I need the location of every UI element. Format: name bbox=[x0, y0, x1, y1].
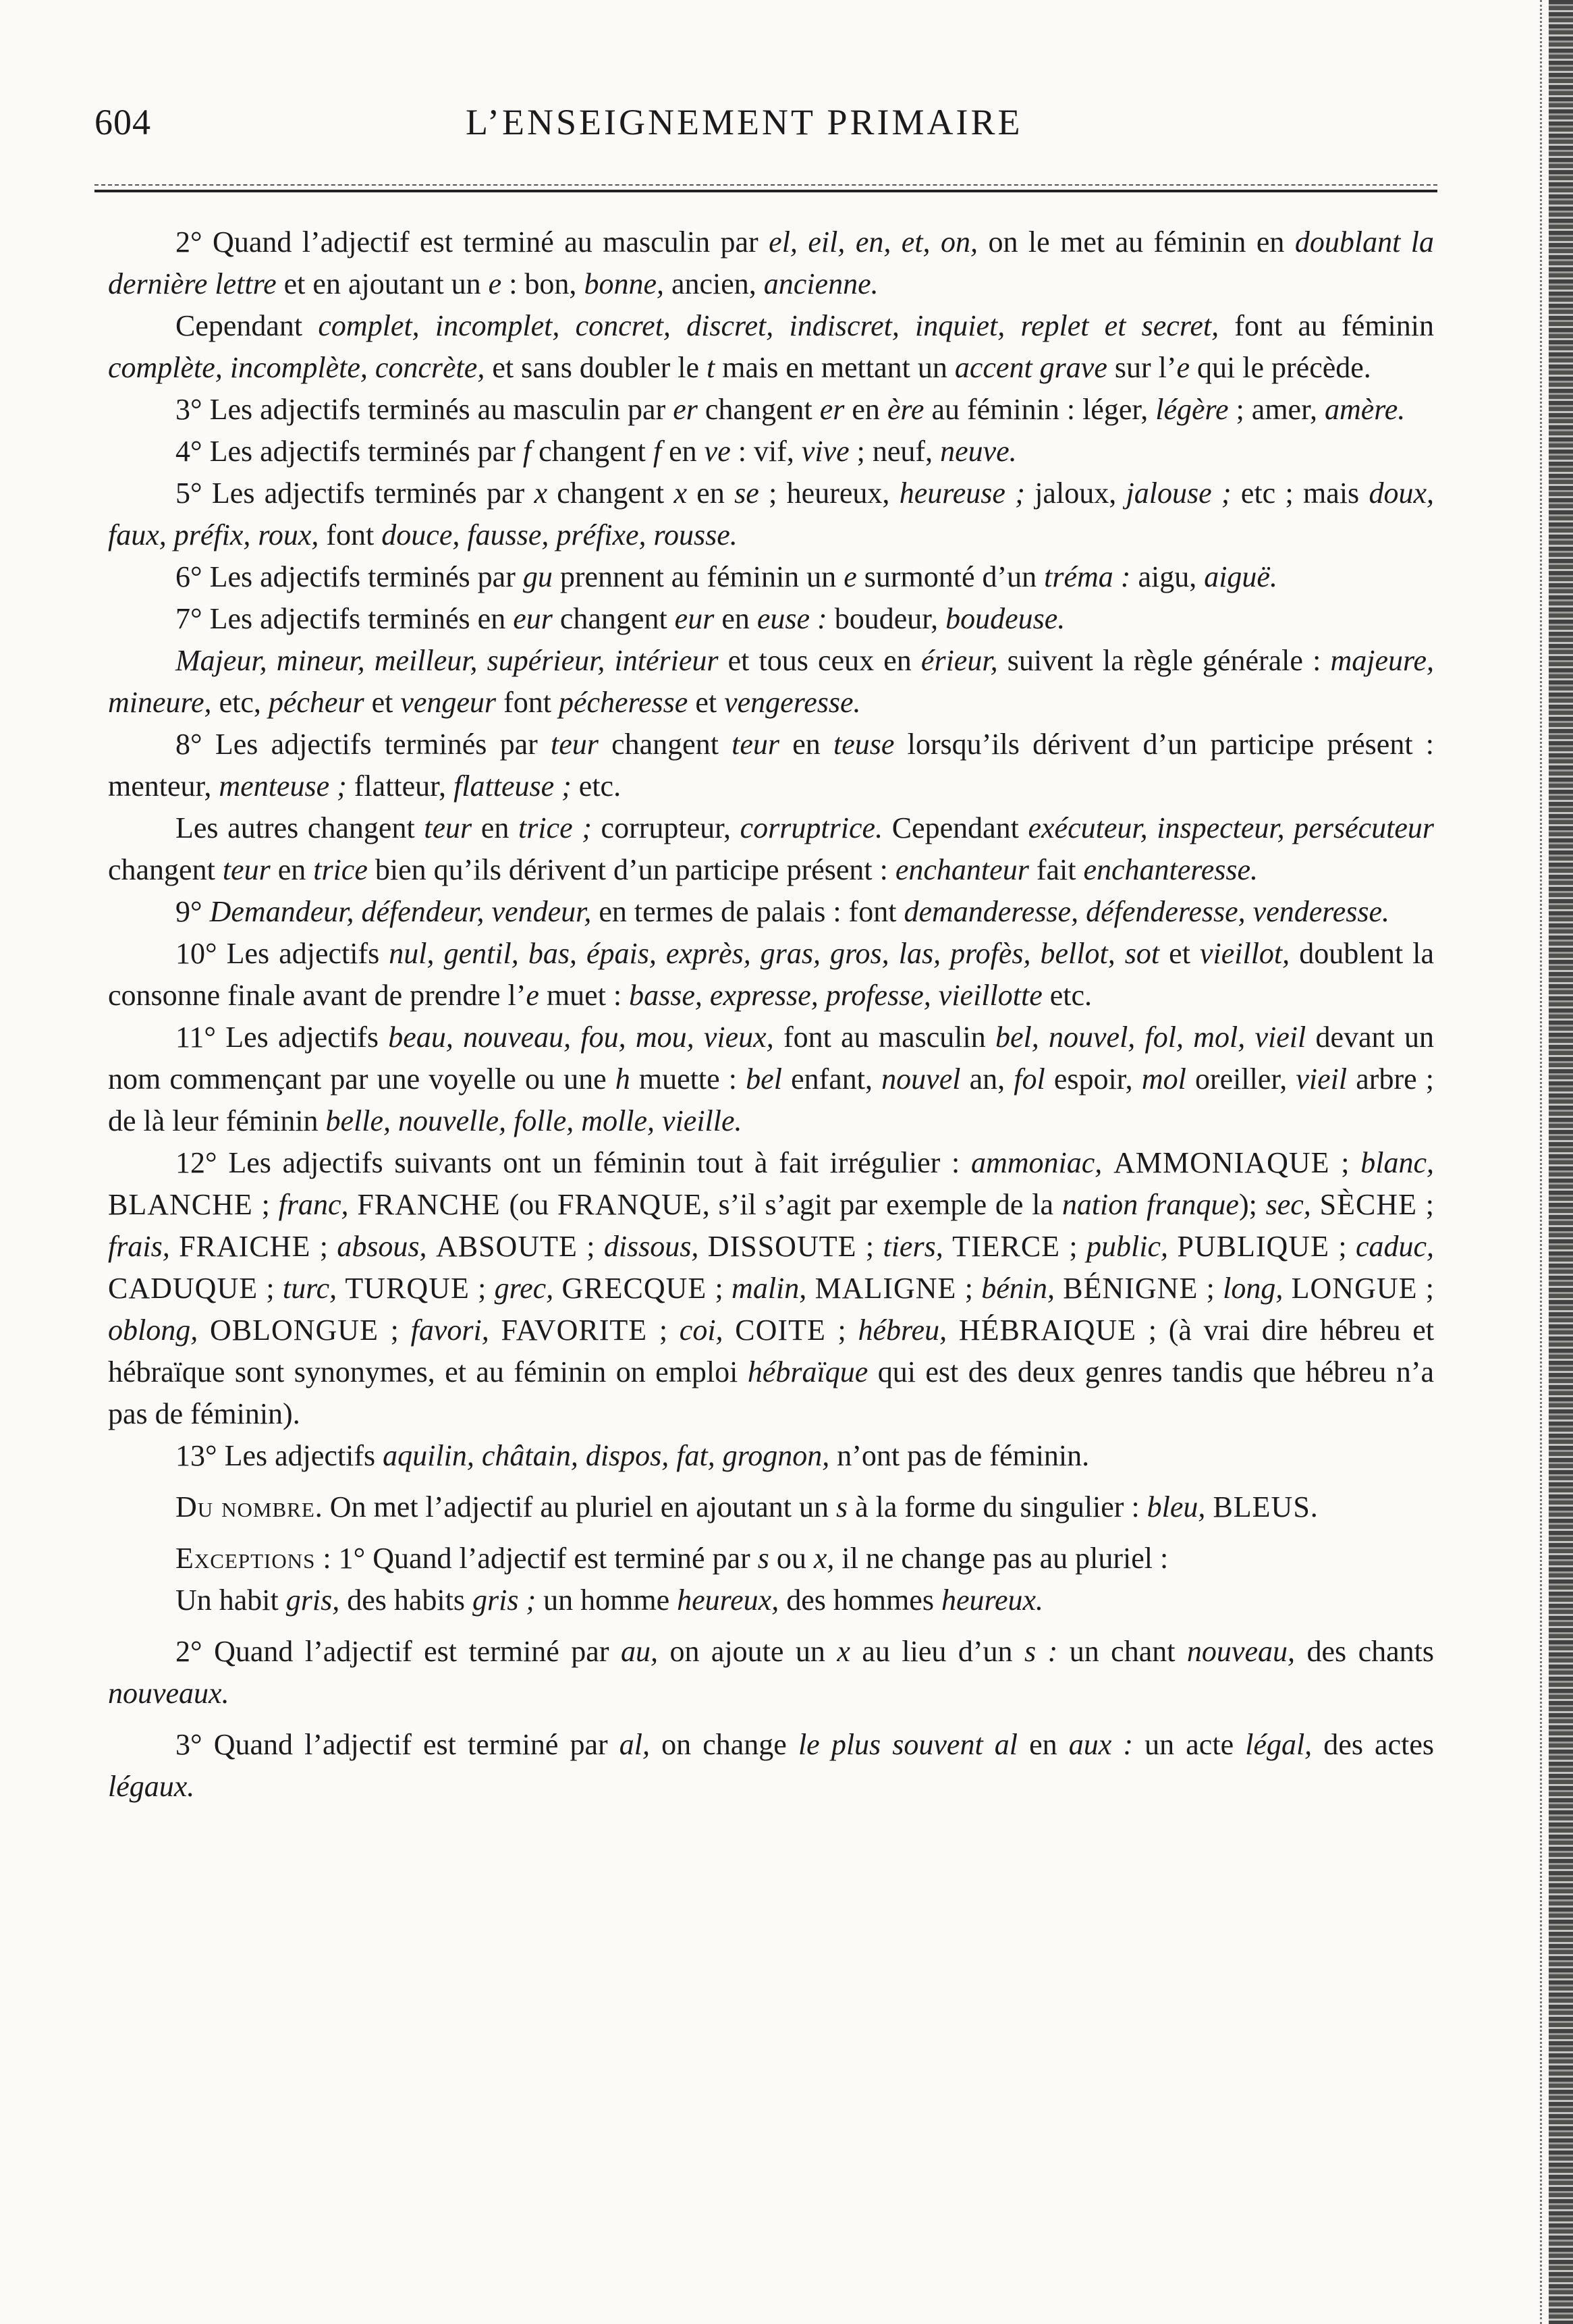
text-run: en bbox=[1018, 1728, 1069, 1761]
text-run: gris ; bbox=[472, 1584, 536, 1617]
text-run: sec, bbox=[1265, 1188, 1311, 1221]
text-run: ABSOUTE bbox=[435, 1230, 578, 1263]
text-run: e bbox=[844, 560, 857, 593]
text-run: vengeresse. bbox=[724, 686, 861, 719]
text-run: trice bbox=[313, 853, 368, 886]
text-run: (ou bbox=[500, 1188, 557, 1221]
text-run: des hommes bbox=[779, 1584, 941, 1617]
text-run bbox=[1055, 1272, 1063, 1305]
text-run bbox=[943, 1230, 952, 1263]
text-run: aigu, bbox=[1130, 560, 1205, 593]
text-run: teur bbox=[550, 728, 599, 761]
text-run bbox=[1102, 1146, 1113, 1179]
text-run: muette : bbox=[630, 1062, 746, 1096]
text-run: HÉBRAIQUE bbox=[958, 1314, 1137, 1347]
text-run: changent bbox=[598, 728, 732, 761]
text-run: vieil bbox=[1296, 1062, 1348, 1096]
text-run: . On met l’adjectif au pluriel en ajoutant un bbox=[314, 1490, 836, 1523]
text-run bbox=[337, 1272, 345, 1305]
text-run: al, bbox=[619, 1728, 651, 1761]
text-run: : vif, bbox=[730, 435, 802, 468]
text-run: x bbox=[673, 477, 687, 510]
text-run: malin, bbox=[732, 1272, 807, 1305]
text-run: et bbox=[364, 686, 401, 719]
text-run: belle, nouvelle, folle, molle, vieille. bbox=[325, 1104, 742, 1137]
text-run: COITE bbox=[735, 1314, 826, 1347]
text-run: s bbox=[836, 1490, 848, 1523]
text-run: FRANCHE bbox=[357, 1188, 501, 1221]
text-run: , s’il s’agit par exemple de la bbox=[702, 1188, 1062, 1221]
text-run: s : bbox=[1024, 1635, 1058, 1668]
text-run: er bbox=[819, 393, 845, 426]
text-run: en bbox=[661, 435, 705, 468]
text-run: aiguë. bbox=[1204, 560, 1277, 593]
text-run: etc. bbox=[1042, 979, 1093, 1012]
text-run: fait bbox=[1028, 853, 1084, 886]
text-run: aux : bbox=[1068, 1728, 1134, 1761]
text-run: changent bbox=[697, 393, 820, 426]
text-run: qui est des deux genres tandis que hébreu n’a pas de féminin). bbox=[108, 1355, 1435, 1430]
text-run bbox=[1311, 1188, 1320, 1221]
text-run: Cependant bbox=[175, 309, 319, 342]
text-run: ; bbox=[1416, 1188, 1435, 1221]
text-run: e bbox=[488, 267, 502, 300]
text-run bbox=[1168, 1230, 1177, 1263]
text-run: ; bbox=[378, 1314, 411, 1347]
text-run: 2° Quand l’adjectif est terminé par bbox=[175, 1635, 621, 1668]
text-run: on le met au féminin en bbox=[978, 225, 1295, 259]
text-run: espoir, bbox=[1045, 1062, 1142, 1096]
text-run bbox=[427, 1230, 436, 1263]
text-run: TURQUE bbox=[345, 1272, 470, 1305]
text-run: corrupteur, bbox=[591, 811, 740, 844]
text-run: ou bbox=[769, 1542, 814, 1575]
text-run: font bbox=[496, 686, 559, 719]
text-run: accent grave bbox=[954, 351, 1107, 384]
text-run: 3° Les adjectifs terminés au masculin par bbox=[175, 393, 673, 426]
text-run: heureux, bbox=[677, 1584, 779, 1617]
text-run: à la forme du singulier : bbox=[848, 1490, 1147, 1523]
text-run: el, eil, en, et, on, bbox=[769, 225, 978, 259]
text-run: oblong, bbox=[108, 1314, 198, 1347]
text-run: coi, bbox=[679, 1314, 723, 1347]
text-run: mol bbox=[1141, 1062, 1186, 1096]
text-run: e bbox=[526, 979, 539, 1012]
paragraph-rule-7 bbox=[108, 598, 1434, 640]
text-run: MALIGNE bbox=[815, 1272, 957, 1305]
text-run: jalouse ; bbox=[1126, 477, 1232, 510]
text-run: changent bbox=[552, 602, 675, 635]
text-run: font bbox=[319, 518, 382, 551]
running-title: L’ENSEIGNEMENT PRIMAIRE bbox=[466, 102, 1023, 142]
text-run: 13° Les adjectifs bbox=[175, 1439, 383, 1472]
text-run: caduc, bbox=[1355, 1230, 1435, 1263]
text-run: s bbox=[757, 1542, 769, 1575]
paragraph-rule-6 bbox=[108, 556, 1434, 598]
text-run: aquilin, châtain, dispos, fat, grognon, bbox=[383, 1439, 830, 1472]
text-run: BÉNIGNE bbox=[1063, 1272, 1198, 1305]
text-run: nouvel bbox=[881, 1062, 961, 1096]
text-run: hébraïque bbox=[747, 1355, 868, 1388]
text-run: f bbox=[522, 435, 532, 468]
text-run: un chant bbox=[1057, 1635, 1187, 1668]
text-run: enchanteur bbox=[895, 853, 1029, 886]
text-run: ancienne. bbox=[763, 267, 879, 300]
text-run: il ne change pas au pluriel : bbox=[834, 1542, 1169, 1575]
text-run: suivent la règle générale : bbox=[997, 644, 1331, 677]
text-run: au lieu d’un bbox=[850, 1635, 1024, 1668]
text-run: ; bbox=[956, 1272, 982, 1305]
text-run: se bbox=[734, 477, 759, 510]
text-run: x bbox=[837, 1635, 850, 1668]
text-run: FAVORITE bbox=[501, 1314, 648, 1347]
text-run: au, bbox=[620, 1635, 658, 1668]
scan-edge-dots bbox=[1538, 0, 1542, 2324]
text-run: lorsqu’ils dérivent d’un participe présent : menteur, bbox=[108, 728, 1435, 803]
text-run: ; bbox=[1060, 1230, 1087, 1263]
text-run: turc, bbox=[282, 1272, 337, 1305]
text-run: OBLONGUE bbox=[209, 1314, 379, 1347]
text-run: légaux. bbox=[108, 1770, 195, 1803]
text-run bbox=[947, 1314, 959, 1347]
text-run: mais en mettant un bbox=[715, 351, 955, 384]
text-run: complète, incomplète, concrète, bbox=[108, 351, 485, 384]
text-run: et bbox=[688, 686, 725, 719]
text-run: Exceptions bbox=[175, 1542, 316, 1575]
text-run: 11° Les adjectifs bbox=[175, 1021, 389, 1054]
text-run: exécuteur, inspecteur, persécuteur bbox=[1028, 811, 1434, 844]
paragraph-rule-5 bbox=[108, 472, 1434, 556]
paragraph-rule-12 bbox=[108, 1142, 1434, 1435]
text-run: ; bbox=[252, 1188, 279, 1221]
text-run bbox=[198, 1314, 210, 1347]
text-run: doux, faux, préfix, roux, bbox=[108, 477, 1435, 551]
text-run: nation franque bbox=[1061, 1188, 1239, 1221]
text-run: ; amer, bbox=[1228, 393, 1325, 426]
paragraph-majeur bbox=[108, 640, 1434, 724]
text-run: en bbox=[472, 811, 518, 844]
text-run: légère bbox=[1155, 393, 1229, 426]
text-run: ; bbox=[1329, 1230, 1356, 1263]
text-run: le plus souvent al bbox=[798, 1728, 1018, 1761]
text-run: frais, bbox=[108, 1230, 170, 1263]
text-run: amère. bbox=[1324, 393, 1406, 426]
text-run: teur bbox=[424, 811, 472, 844]
text-run: Du nombre bbox=[175, 1490, 315, 1523]
text-run: vengeur bbox=[400, 686, 497, 719]
text-run bbox=[1205, 1490, 1213, 1523]
text-run: favori, bbox=[410, 1314, 489, 1347]
text-run: blanc, bbox=[1360, 1146, 1434, 1179]
text-run: SÈCHE bbox=[1319, 1188, 1417, 1221]
text-run: bénin, bbox=[981, 1272, 1055, 1305]
text-run: FRAICHE bbox=[179, 1230, 311, 1263]
text-run: corruptrice. bbox=[740, 811, 883, 844]
text-run: enfant, bbox=[781, 1062, 882, 1096]
paragraph-exception-3 bbox=[108, 1724, 1434, 1808]
text-run bbox=[698, 1230, 707, 1263]
text-run: : 1° Quand l’adjectif est terminé par bbox=[315, 1542, 758, 1575]
text-run: : bon, bbox=[501, 267, 584, 300]
text-run: ; bbox=[469, 1272, 495, 1305]
text-run: TIERCE bbox=[952, 1230, 1061, 1263]
text-run: Un habit bbox=[175, 1584, 286, 1617]
header-rule-thin bbox=[94, 184, 1437, 186]
paragraph-rule-4 bbox=[108, 431, 1434, 472]
paragraph-exception-2 bbox=[108, 1631, 1434, 1714]
text-run: muet : bbox=[539, 979, 630, 1012]
text-run: 2° Quand l’adjectif est terminé au masculin par bbox=[175, 225, 769, 259]
text-run: pécheur bbox=[268, 686, 364, 719]
text-run: vive bbox=[801, 435, 850, 468]
text-run: long, bbox=[1223, 1272, 1284, 1305]
text-run: bleu, bbox=[1147, 1490, 1206, 1523]
text-run: des actes bbox=[1312, 1728, 1434, 1761]
paragraph-rule-13 bbox=[108, 1435, 1434, 1477]
text-run: doublent la consonne finale avant de prendre l’ bbox=[108, 937, 1434, 1012]
text-run: 6° Les adjectifs terminés par bbox=[175, 560, 523, 593]
text-run: ancien, bbox=[663, 267, 764, 300]
text-run: fol bbox=[1014, 1062, 1045, 1096]
text-run: hébreu, bbox=[858, 1314, 947, 1347]
text-run: ; bbox=[707, 1272, 732, 1305]
text-run: ; (à vrai dire hébreu et hébraïque sont synonymes, et au féminin on emploi bbox=[108, 1314, 1435, 1388]
text-run: etc ; mais bbox=[1231, 477, 1369, 510]
text-run: 5° Les adjectifs terminés par bbox=[175, 477, 534, 510]
text-run: ; bbox=[258, 1272, 283, 1305]
text-run: bien qu’ils dérivent d’un participe présent : bbox=[367, 853, 895, 886]
text-run: teuse bbox=[833, 728, 895, 761]
text-run: enchanteresse. bbox=[1083, 853, 1259, 886]
text-run: en bbox=[270, 853, 314, 886]
text-run: beau, nouveau, fou, mou, vieux, bbox=[388, 1021, 774, 1054]
text-run: ); bbox=[1238, 1188, 1266, 1221]
text-run: bonne, bbox=[584, 267, 664, 300]
text-run: 9° bbox=[175, 895, 210, 928]
text-run: absous, bbox=[337, 1230, 427, 1263]
text-run: qui le précède. bbox=[1190, 351, 1371, 384]
text-run: changent bbox=[547, 477, 674, 510]
text-run: teur bbox=[222, 853, 271, 886]
text-run: teur bbox=[732, 728, 780, 761]
text-run: eur bbox=[674, 602, 715, 635]
text-run: et bbox=[1159, 937, 1200, 970]
text-run: pécheresse bbox=[558, 686, 688, 719]
paragraph-rule-9 bbox=[108, 891, 1434, 933]
text-run: majeure, mineure, bbox=[108, 644, 1435, 719]
text-run: nul, gentil, bas, épais, exprès, gras, gros, las, profès, bellot, sot bbox=[389, 937, 1160, 970]
text-run: douce, fausse, préfixe, rousse. bbox=[381, 518, 738, 551]
header-rule-thick bbox=[94, 190, 1437, 192]
text-run: eur bbox=[513, 602, 553, 635]
text-run: er bbox=[673, 393, 698, 426]
text-run: BLEUS bbox=[1213, 1490, 1310, 1523]
paragraph-cependant bbox=[108, 305, 1434, 389]
text-run bbox=[170, 1230, 179, 1263]
text-run: et en ajoutant un bbox=[276, 267, 489, 300]
text-run: t bbox=[707, 351, 715, 384]
text-run: n’ont pas de féminin. bbox=[829, 1439, 1090, 1472]
text-run: x, bbox=[813, 1542, 835, 1575]
text-run: et sans doubler le bbox=[485, 351, 707, 384]
text-run: en termes de palais : font bbox=[591, 895, 904, 928]
text-run: basse, expresse, professe, vieillotte bbox=[629, 979, 1043, 1012]
text-run: gris, bbox=[285, 1584, 340, 1617]
paragraph-rule-8 bbox=[108, 724, 1434, 807]
text-run: tiers, bbox=[883, 1230, 943, 1263]
text-run: 3° Quand l’adjectif est terminé par bbox=[175, 1728, 619, 1761]
text-run bbox=[489, 1314, 501, 1347]
text-run: en bbox=[844, 393, 887, 426]
text-run: etc. bbox=[571, 769, 622, 803]
text-run bbox=[553, 1272, 561, 1305]
text-run: font au féminin bbox=[1219, 309, 1434, 342]
text-run: devant un nom commençant par une voyelle ou une bbox=[108, 1021, 1435, 1096]
text-run bbox=[349, 1188, 358, 1221]
page-number: 604 bbox=[94, 102, 151, 142]
text-run: arbre ; de là leur féminin bbox=[108, 1062, 1435, 1137]
text-run: grec, bbox=[494, 1272, 554, 1305]
text-run: un acte bbox=[1133, 1728, 1246, 1761]
text-run: ; bbox=[1417, 1272, 1434, 1305]
text-run: LONGUE bbox=[1291, 1272, 1418, 1305]
text-run: . bbox=[1310, 1490, 1318, 1523]
text-run: au féminin : léger, bbox=[924, 393, 1156, 426]
text-run: heureux. bbox=[941, 1584, 1044, 1617]
paragraph-rule-10 bbox=[108, 933, 1434, 1017]
text-run: CADUQUE bbox=[108, 1272, 258, 1305]
text-run: ; bbox=[1329, 1146, 1361, 1179]
text-run: des chants bbox=[1294, 1635, 1434, 1668]
text-run: 7° Les adjectifs terminés en bbox=[175, 602, 514, 635]
text-run: FRANQUE bbox=[557, 1188, 702, 1221]
text-run: 8° Les adjectifs terminés par bbox=[175, 728, 551, 761]
text-run: oreiller, bbox=[1186, 1062, 1296, 1096]
text-run: vieillot, bbox=[1199, 937, 1290, 970]
text-run: Les autres changent bbox=[175, 811, 424, 844]
text-run: 12° Les adjectifs suivants ont un féminin tout à fait irrégulier : bbox=[175, 1146, 971, 1179]
text-run: an, bbox=[960, 1062, 1014, 1096]
text-run: heureuse ; bbox=[899, 477, 1025, 510]
text-run: dissous, bbox=[603, 1230, 699, 1263]
text-run: érieur, bbox=[920, 644, 998, 677]
text-run: e bbox=[1176, 351, 1190, 384]
text-run: ; bbox=[577, 1230, 604, 1263]
text-run: GRECQUE bbox=[561, 1272, 707, 1305]
text-run: Majeur, mineur, meilleur, supérieur, intérieur bbox=[175, 644, 719, 677]
text-run: ammoniac, bbox=[971, 1146, 1103, 1179]
text-run: franc, bbox=[278, 1188, 349, 1221]
paragraph-rule-2 bbox=[108, 221, 1434, 305]
text-run: ère bbox=[887, 393, 925, 426]
text-run: boudeuse. bbox=[945, 602, 1066, 635]
text-run: prennent au féminin un bbox=[552, 560, 844, 593]
text-run: on ajoute un bbox=[657, 1635, 837, 1668]
text-run: DISSOUTE bbox=[707, 1230, 857, 1263]
text-run bbox=[723, 1314, 736, 1347]
text-run: bel bbox=[746, 1062, 782, 1096]
text-run: et tous ceux en bbox=[718, 644, 921, 677]
text-run: boudeur, bbox=[827, 602, 946, 635]
text-run: ; bbox=[1198, 1272, 1223, 1305]
text-run: sur l’ bbox=[1107, 351, 1177, 384]
text-run: flatteur, bbox=[346, 769, 454, 803]
body-text bbox=[108, 221, 1434, 1808]
text-run: bel, nouvel, fol, mol, vieil bbox=[995, 1021, 1306, 1054]
text-run: 4° Les adjectifs terminés par bbox=[175, 435, 523, 468]
text-run: en bbox=[686, 477, 735, 510]
text-run: menteuse ; bbox=[219, 769, 347, 803]
text-run: trice ; bbox=[518, 811, 592, 844]
text-run: ve bbox=[704, 435, 731, 468]
paragraph-rule-3 bbox=[108, 389, 1434, 431]
paragraph-exception-example bbox=[108, 1579, 1434, 1621]
text-run: demanderesse, défenderesse, venderesse. bbox=[904, 895, 1390, 928]
text-run: gu bbox=[522, 560, 553, 593]
text-run: ; bbox=[647, 1314, 680, 1347]
text-run: PUBLIQUE bbox=[1177, 1230, 1329, 1263]
paragraph-les-autres bbox=[108, 807, 1434, 891]
text-run: on change bbox=[650, 1728, 798, 1761]
text-run: changent bbox=[531, 435, 653, 468]
text-run: x bbox=[534, 477, 547, 510]
text-run: nouveau, bbox=[1186, 1635, 1295, 1668]
text-run: ; heureux, bbox=[758, 477, 900, 510]
text-run: ; bbox=[310, 1230, 337, 1263]
text-run: AMMONIAQUE bbox=[1113, 1146, 1330, 1179]
text-run: Cependant bbox=[883, 811, 1028, 844]
text-run: Demandeur, défendeur, vendeur, bbox=[209, 895, 592, 928]
text-run bbox=[806, 1272, 815, 1305]
text-run: etc, bbox=[211, 686, 269, 719]
text-run: f bbox=[653, 435, 662, 468]
paragraph-exceptions bbox=[108, 1538, 1434, 1579]
text-run: euse : bbox=[756, 602, 827, 635]
text-run: public, bbox=[1086, 1230, 1169, 1263]
text-run: neuve. bbox=[940, 435, 1017, 468]
text-run: 10° Les adjectifs bbox=[175, 937, 389, 970]
text-run: changent bbox=[108, 853, 223, 886]
scan-edge bbox=[1549, 0, 1573, 2324]
text-run: ; bbox=[825, 1314, 858, 1347]
text-run: complet, incomplet, concret, discret, indiscret, inquiet, replet et secret, bbox=[318, 309, 1219, 342]
text-run: surmonté d’un bbox=[856, 560, 1045, 593]
text-run: un homme bbox=[536, 1584, 678, 1617]
page-header bbox=[94, 101, 1437, 162]
text-run: ; bbox=[856, 1230, 883, 1263]
text-run bbox=[1283, 1272, 1291, 1305]
paragraph-rule-11 bbox=[108, 1017, 1434, 1142]
text-run: ; neuf, bbox=[849, 435, 941, 468]
text-run: flatteuse ; bbox=[453, 769, 572, 803]
text-run: BLANCHE bbox=[108, 1188, 253, 1221]
text-run: en bbox=[779, 728, 834, 761]
text-run: légal, bbox=[1245, 1728, 1313, 1761]
text-run: font au masculin bbox=[773, 1021, 995, 1054]
text-run: jaloux, bbox=[1024, 477, 1126, 510]
text-run: nouveaux. bbox=[108, 1677, 229, 1710]
text-run: des habits bbox=[339, 1584, 473, 1617]
text-run: doublant la dernière lettre bbox=[108, 225, 1434, 300]
text-run: tréma : bbox=[1044, 560, 1131, 593]
text-run: h bbox=[615, 1062, 630, 1096]
paragraph-du-nombre bbox=[108, 1486, 1434, 1528]
text-run: en bbox=[714, 602, 757, 635]
